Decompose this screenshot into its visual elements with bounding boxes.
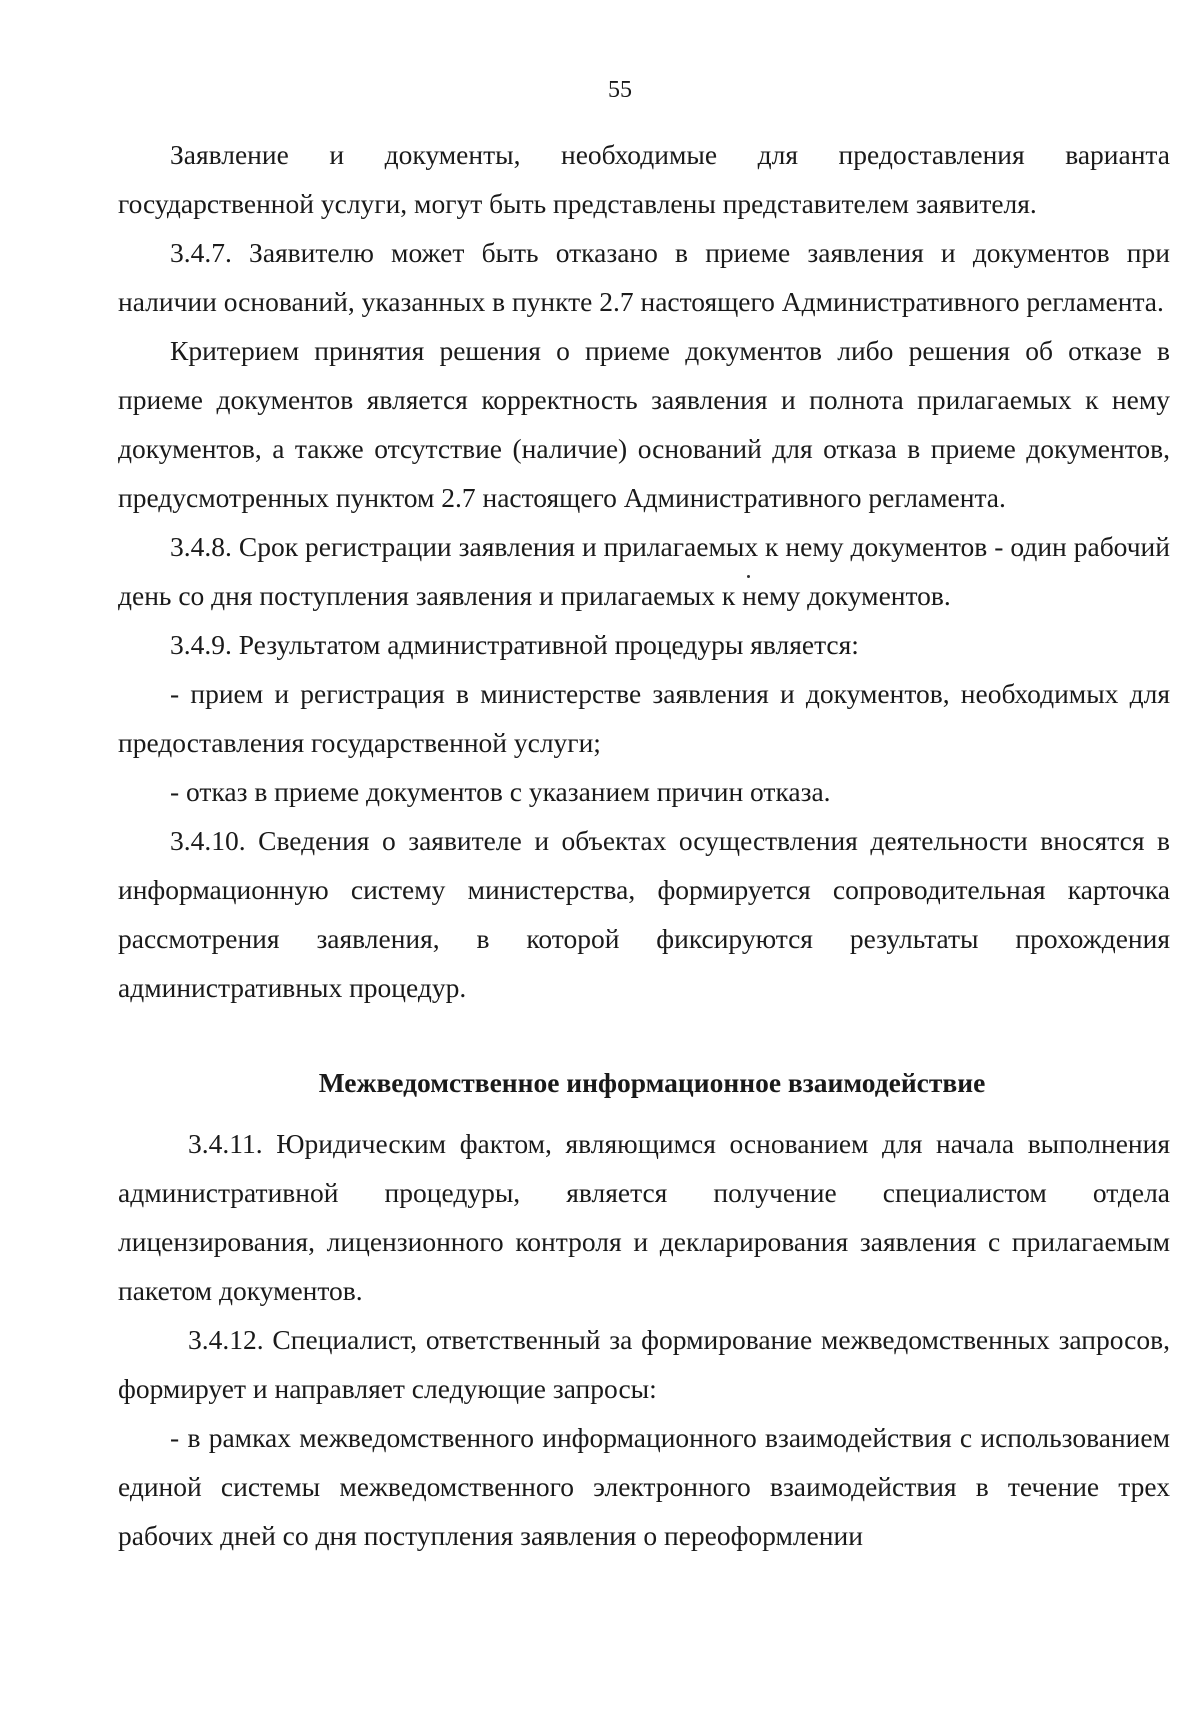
paragraph-3-4-12: 3.4.12. Специалист, ответственный за формирование межведомственных запросов, формирует и направляет следующие запросы: [118, 1324, 1170, 1404]
paragraph-3-4-8: 3.4.8. Срок регистрации заявления и прилагаемых к нему документов - один рабочий день со дня поступления заявления и прилагаемых к нему документов. [118, 531, 1170, 611]
scan-artifact-dot [747, 575, 750, 578]
paragraph-applicant-representative: Заявление и документы, необходимые для предоставления варианта государственной услуги, могут быть представлены представителем заявителя. [118, 139, 1170, 219]
page-number: 55 [608, 77, 632, 103]
paragraph-3-4-9: 3.4.9. Результатом административной процедуры является: [170, 629, 859, 660]
paragraph-decision-criteria: Критерием принятия решения о приеме документов либо решения об отказе в приеме документов является корректность заявления и полнота прилагаемых к нему документов, а также отсутствие (наличие) оснований для отказа в приеме документов, предусмотренных пунктом 2.7 настоящего Административного регламента. [118, 335, 1170, 513]
paragraph-3-4-7: 3.4.7. Заявителю может быть отказано в приеме заявления и документов при наличии оснований, указанных в пункте 2.7 настоящего Административного регламента. [118, 237, 1170, 317]
paragraph-3-4-10: 3.4.10. Сведения о заявителе и объектах осуществления деятельности вносятся в информационную систему министерства, формируется сопроводительная карточка рассмотрения заявления, в которой фиксируются результаты прохождения административных процедур. [118, 825, 1170, 1003]
section-heading: Межведомственное информационное взаимодействие [318, 1067, 986, 1098]
document-body [118, 130, 1170, 1560]
list-item-registration: - прием и регистрация в министерстве заявления и документов, необходимых для предоставления государственной услуги; [118, 678, 1170, 758]
list-item-refusal: - отказ в приеме документов с указанием причин отказа. [170, 776, 831, 807]
paragraph-3-4-11: 3.4.11. Юридическим фактом, являющимся основанием для начала выполнения административной процедуры, является получение специалистом отдела лицензирования, лицензионного контроля и декларирования заявления с прилагаемым пакетом документов. [118, 1128, 1170, 1306]
list-item-interagency-request: - в рамках межведомственного информационного взаимодействия с использованием единой системы межведомственного электронного взаимодействия в течение трех рабочих дней со дня поступления заявления о переоформлении [118, 1422, 1170, 1551]
